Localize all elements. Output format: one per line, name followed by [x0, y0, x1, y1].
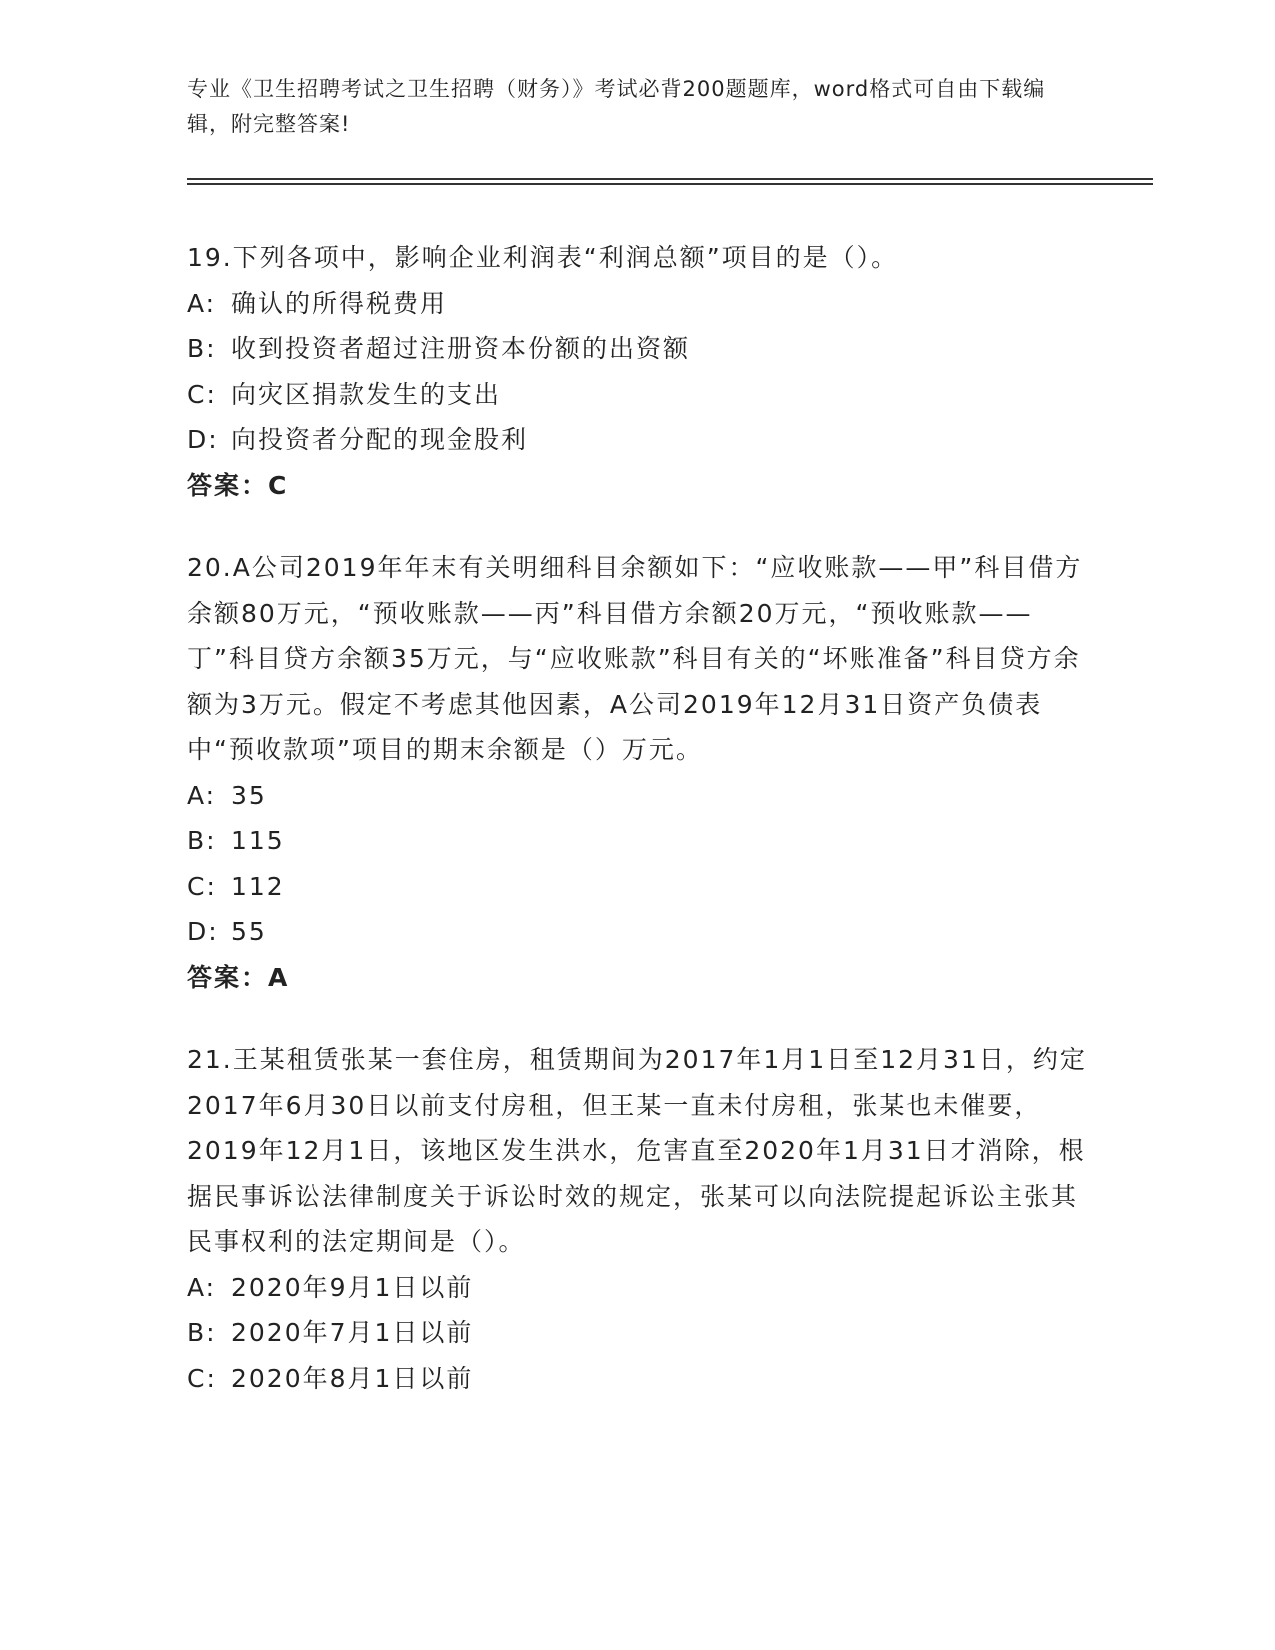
- option-text: 2020年8月1日以前: [231, 1363, 474, 1393]
- option-b: [187, 1310, 1087, 1356]
- option-c: [187, 372, 1087, 418]
- option-text: 向灾区捐款发生的支出: [231, 379, 502, 409]
- option-letter: A:: [187, 288, 217, 318]
- option-letter: A:: [187, 1272, 217, 1302]
- option-text: 向投资者分配的现金股利: [231, 425, 529, 454]
- question-20: [187, 545, 1087, 1000]
- option-text: 收到投资者超过注册资本份额的出资额: [231, 334, 691, 363]
- option-b: [187, 326, 1087, 372]
- option-letter: B:: [187, 334, 217, 363]
- option-letter: A:: [187, 780, 217, 810]
- option-a: [187, 773, 1087, 819]
- question-list: [187, 235, 1087, 1438]
- question-stem: 19.下列各项中，影响企业利润表“利润总额”项目的是（）。: [187, 243, 899, 272]
- option-letter: D:: [187, 425, 219, 454]
- option-text: 115: [231, 826, 285, 855]
- option-letter: C:: [187, 1363, 217, 1393]
- option-letter: C:: [187, 379, 217, 409]
- option-c: [187, 1356, 1087, 1402]
- option-a: [187, 281, 1087, 327]
- option-letter: C:: [187, 871, 217, 901]
- option-text: 55: [231, 917, 267, 946]
- answer-line: 答案：A: [187, 962, 290, 992]
- option-text: 35: [231, 780, 267, 810]
- header-divider-top: [187, 178, 1153, 180]
- question-19: [187, 235, 1087, 508]
- document-header: 专业《卫生招聘考试之卫生招聘（财务）》考试必背200题题库，word格式可自由下载编辑，附完整答案!: [187, 77, 1046, 136]
- question-stem: 21.王某租赁张某一套住房，租赁期间为2017年1月1日至12月31日，约定2017年6月30日以前支付房租，但王某一直未付房租，张某也未催要，2019年12月1日，该地区发生洪水，危害直至2020年1月31日才消除，根据民事诉讼法律制度关于诉讼时效的规定，张某可以向法院提起诉讼主张其民事权利的法定期间是（）。: [187, 1045, 1087, 1256]
- option-d: [187, 417, 1087, 463]
- option-letter: D:: [187, 917, 219, 946]
- option-text: 112: [231, 871, 285, 901]
- option-d: [187, 909, 1087, 955]
- option-b: [187, 818, 1087, 864]
- question-21: [187, 1037, 1087, 1401]
- option-text: 确认的所得税费用: [231, 288, 448, 318]
- option-a: [187, 1265, 1087, 1311]
- option-letter: B:: [187, 1318, 217, 1347]
- option-text: 2020年7月1日以前: [231, 1318, 474, 1347]
- answer-line: 答案：C: [187, 470, 289, 500]
- option-letter: B:: [187, 826, 217, 855]
- header-divider-bottom: [187, 183, 1153, 185]
- question-stem: 20.A公司2019年年末有关明细科目余额如下：“应收账款——甲”科目借方余额80万元，“预收账款——丙”科目借方余额20万元，“预收账款——丁”科目贷方余额35万元，与“应收账款”科目有关的“坏账准备”科目贷方余额为3万元。假定不考虑其他因素，A公司2019年12月31日资产负债表中“预收款项”项目的期末余额是（）万元。: [187, 553, 1083, 764]
- option-c: [187, 864, 1087, 910]
- option-text: 2020年9月1日以前: [231, 1272, 474, 1302]
